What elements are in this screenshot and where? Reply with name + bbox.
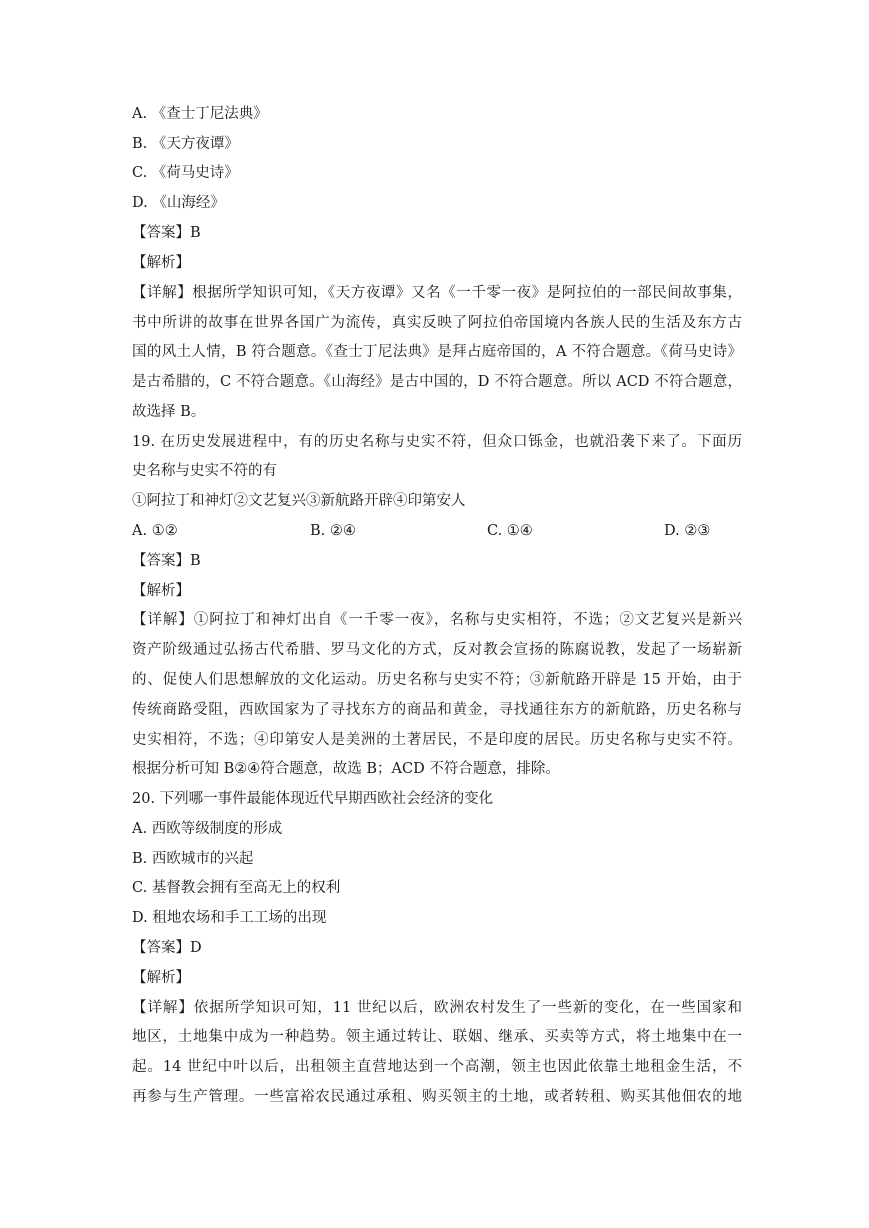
- detail-tag: 【详解】: [132, 1000, 194, 1016]
- q18-analysis-heading: 【解析】: [132, 255, 190, 271]
- q20-option-b: B. 西欧城市的兴起: [132, 851, 254, 867]
- answer-tag: 【答案】: [132, 225, 190, 241]
- q20-detail-line: 再参与生产管理。一些富裕农民通过承租、购买领主的土地，或者转租、购买其他佃农的地: [132, 1089, 742, 1105]
- detail-tag: 【详解】: [132, 285, 193, 301]
- q19-stem-line: 19. 在历史发展进程中，有的历史名称与史实不符，但众口铄金，也就沿袭下来了。下面历: [132, 434, 742, 450]
- q20-detail-line: [132, 998, 742, 1018]
- answer-tag: 【答案】: [132, 940, 190, 956]
- q18-option-a: A. 《查士丁尼法典》: [132, 106, 268, 122]
- detail-text: 根据所学知识可知，《天方夜谭》又名《一千零一夜》是阿拉伯的一部民间故事集，: [192, 285, 742, 301]
- q20-stem: 20. 下列哪一事件最能体现近代早期西欧社会经济的变化: [132, 791, 494, 807]
- q18-detail-line: 国的风土人情，B 符合题意。《查士丁尼法典》是拜占庭帝国的，A 不符合题意。《荷马史诗》: [132, 344, 742, 360]
- q20-option-d: D. 租地农场和手工工场的出现: [132, 910, 327, 926]
- q19-stem-line: 史名称与史实不符的有: [132, 463, 277, 479]
- q19-detail-line: 的、促使人们思想解放的文化运动。历史名称与史实不符；③新航路开辟是 15 开始，由于: [132, 672, 742, 688]
- answer-value: D: [190, 940, 202, 956]
- q18-detail-line: [132, 283, 742, 303]
- q18-answer: [132, 223, 742, 243]
- q20-detail-line: 起。14 世纪中叶以后，出租领主直营地达到一个高潮，领主也因此依靠土地租金生活，不: [132, 1059, 742, 1075]
- answer-value: B: [190, 225, 201, 241]
- q19-detail-line: 史实相符，不选；④印第安人是美洲的土著居民，不是印度的居民。历史名称与史实不符。: [132, 732, 742, 748]
- q20-analysis-heading: 【解析】: [132, 970, 190, 986]
- q19-analysis-heading: 【解析】: [132, 583, 190, 599]
- q19-detail-line: 根据分析可知 B②④符合题意，故选 B；ACD 不符合题意，排除。: [132, 761, 560, 777]
- q19-option-d: D. ②③: [664, 523, 711, 539]
- q19-options-row: [132, 521, 742, 541]
- q19-detail-line: 传统商路受阻，西欧国家为了寻找东方的商品和黄金，寻找通往东方的新航路，历史名称与: [132, 702, 742, 718]
- q20-option-c: C. 基督教会拥有至高无上的权利: [132, 880, 341, 896]
- q19-detail-line: 资产阶级通过弘扬古代希腊、罗马文化的方式，反对教会宣扬的陈腐说教，发起了一场崭新: [132, 642, 742, 658]
- q18-detail-line: 书中所讲的故事在世界各国广为流传，真实反映了阿拉伯帝国境内各族人民的生活及东方古: [132, 315, 742, 331]
- q20-detail-line: 地区，土地集中成为一种趋势。领主通过转让、联姻、继承、买卖等方式，将土地集中在一: [132, 1029, 742, 1045]
- q19-detail-line: [132, 610, 742, 630]
- q20-answer: [132, 938, 742, 958]
- detail-text: 依据所学知识可知，11 世纪以后，欧洲农村发生了一些新的变化，在一些国家和: [193, 1000, 742, 1016]
- answer-value: B: [190, 553, 201, 569]
- detail-tag: 【详解】: [132, 612, 194, 628]
- q19-option-b: B. ②④: [310, 523, 356, 539]
- q18-option-b: B. 《天方夜谭》: [132, 136, 239, 152]
- q18-option-d: D. 《山海经》: [132, 195, 225, 211]
- q18-detail-line: 故选择 B。: [132, 404, 206, 420]
- detail-text: ①阿拉丁和神灯出自《一千零一夜》，名称与史实相符，不选；②文艺复兴是新兴: [193, 612, 742, 628]
- q20-option-a: A. 西欧等级制度的形成: [132, 821, 283, 837]
- answer-tag: 【答案】: [132, 553, 190, 569]
- q19-option-a: A. ①②: [132, 523, 178, 539]
- q19-answer: [132, 551, 742, 571]
- q19-option-c: C. ①④: [487, 523, 533, 539]
- q18-detail-line: 是古希腊的，C 不符合题意。《山海经》是古中国的，D 不符合题意。所以 ACD 不符合题意，: [132, 374, 742, 390]
- q19-items: ①阿拉丁和神灯②文艺复兴③新航路开辟④印第安人: [132, 493, 466, 509]
- q18-option-c: C. 《荷马史诗》: [132, 165, 239, 181]
